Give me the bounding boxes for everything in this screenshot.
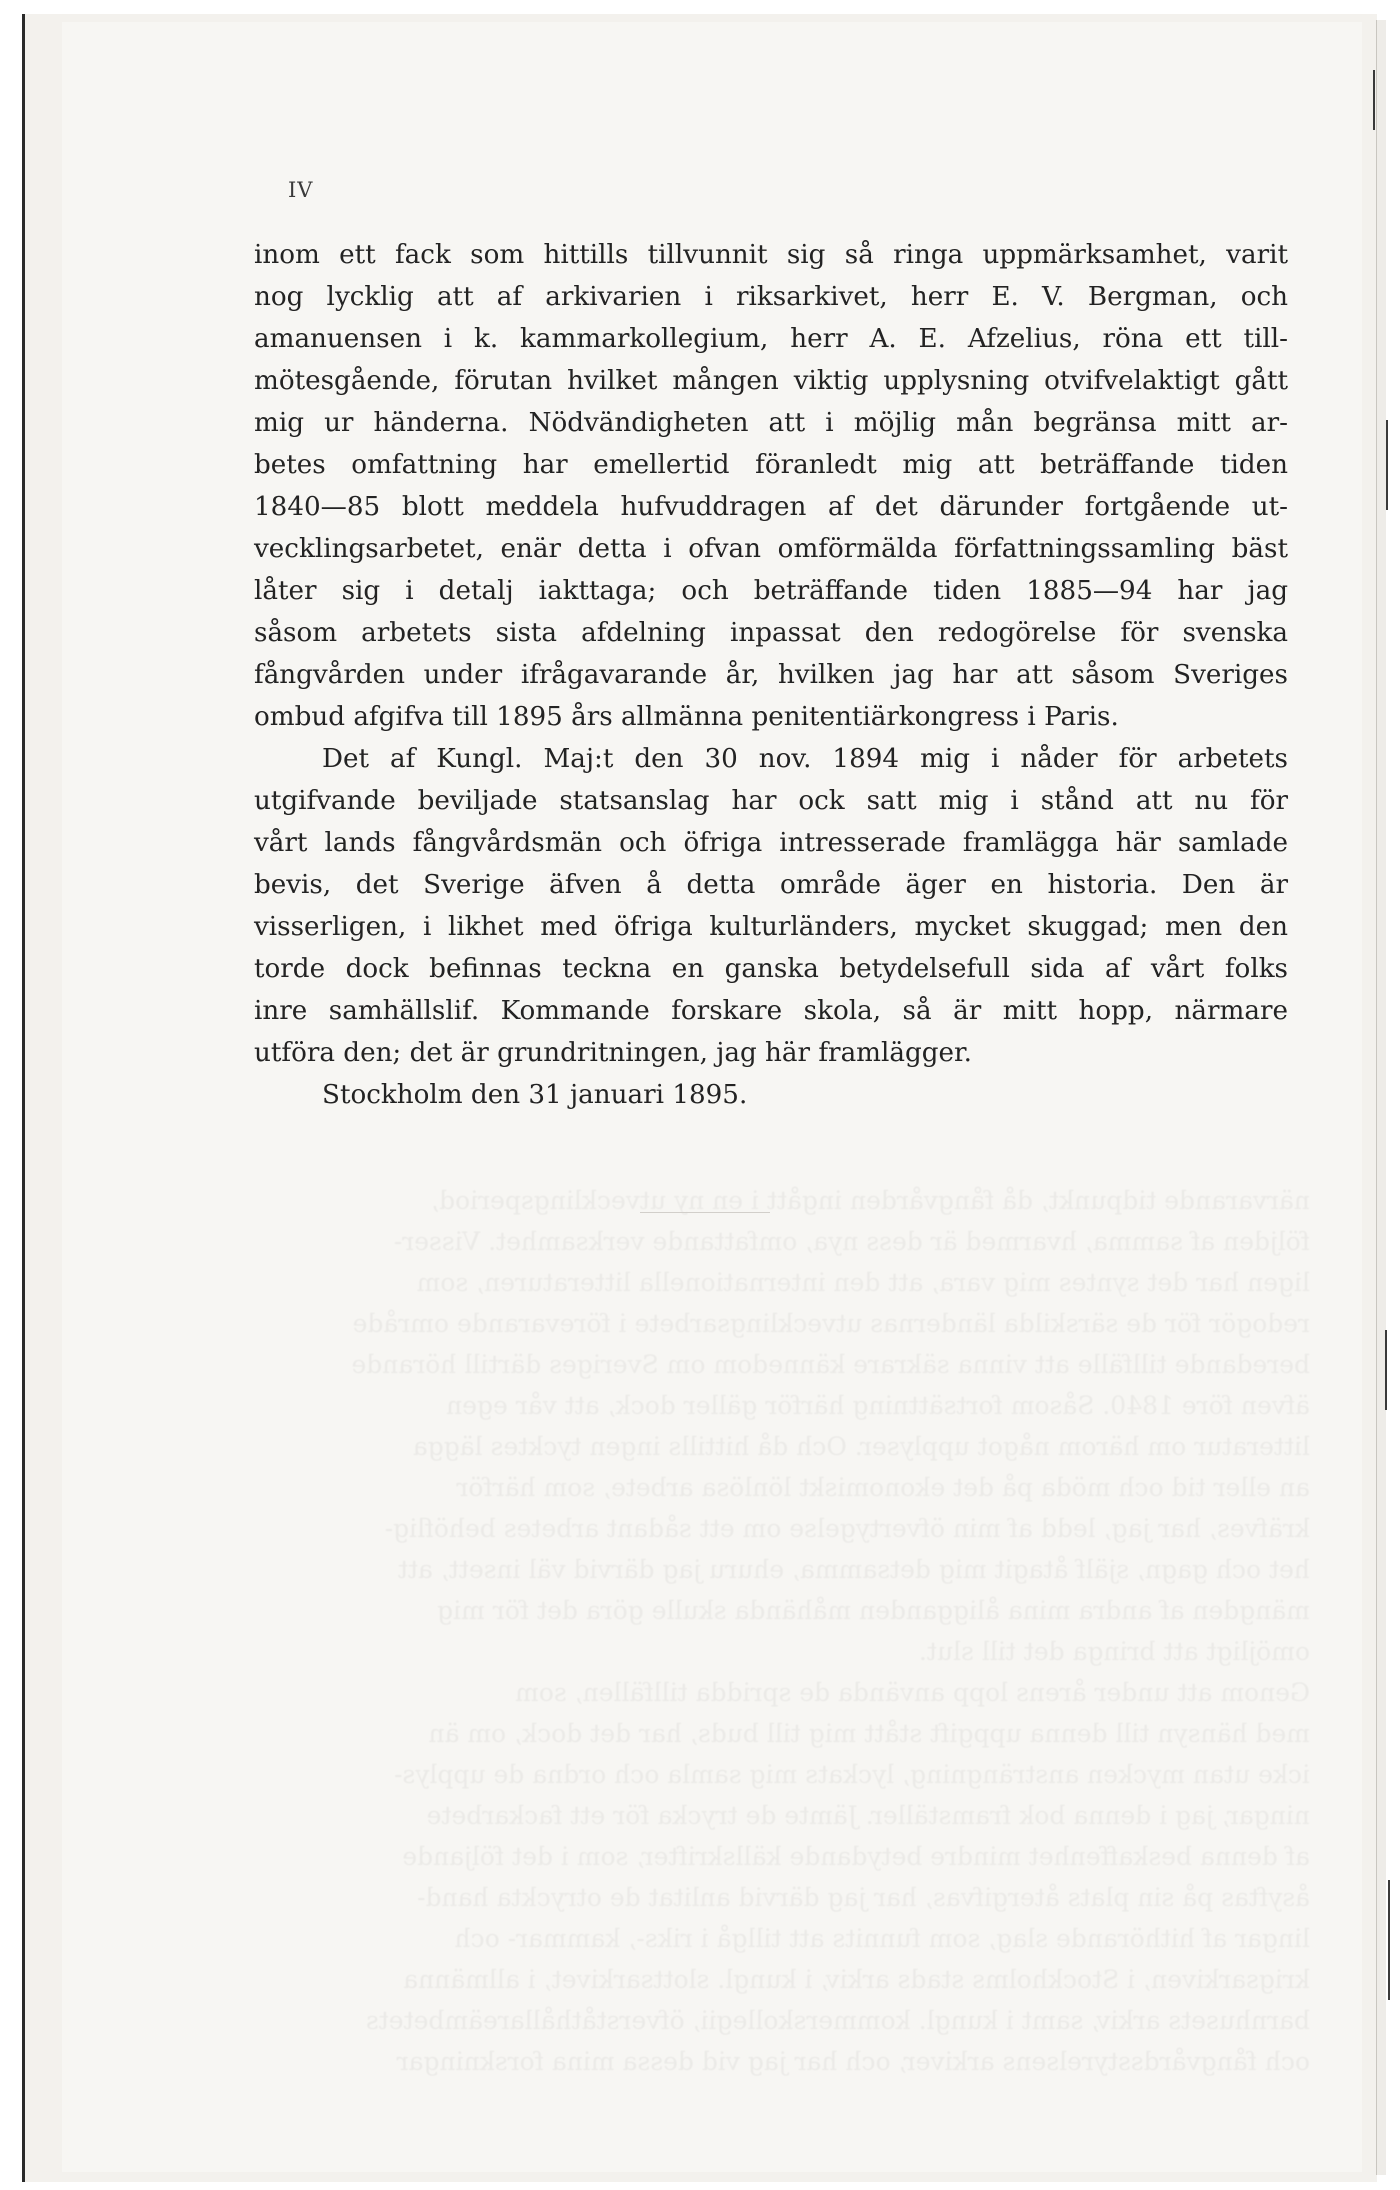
text-line: såsom arbetets sista afdelning inpassat den redogörelse för svenska — [254, 618, 1288, 648]
text-line: vecklingsarbetet, enär detta i ofvan omförmälda författningssamling bäst — [254, 534, 1288, 564]
text-line: utgifvande beviljade statsanslag har ock satt mig i stånd att nu för — [254, 786, 1288, 816]
scan-mark — [1373, 70, 1375, 130]
scan-mark — [1385, 1330, 1387, 1410]
text-line: torde dock befinnas teckna en ganska betydelsefull sida af vårt folks — [254, 954, 1288, 984]
show-through-divider — [640, 1212, 770, 1213]
text-line: visserligen, i likhet med öfriga kulturländers, mycket skuggad; men den — [254, 912, 1288, 942]
text-line: mötesgående, förutan hvilket mången viktig upplysning otvifvelaktigt gått — [254, 366, 1288, 396]
text-line: bevis, det Sverige äfven å detta område äger en historia. Den är — [254, 870, 1288, 900]
text-line: fångvården under ifrågavarande år, hvilken jag har att såsom Sveriges — [254, 660, 1288, 690]
text-line: nog lycklig att af arkivarien i riksarkivet, herr E. V. Bergman, och — [254, 282, 1288, 312]
text-line: utföra den; det är grundritningen, jag här framlägger. — [254, 1038, 972, 1068]
text-line: inre samhällslif. Kommande forskare skola, så är mitt hopp, närmare — [254, 996, 1288, 1026]
text-line: amanuensen i k. kammarkollegium, herr A. E. Afzelius, röna ett till- — [254, 324, 1288, 354]
text-line: betes omfattning har emellertid föranledt mig att beträffande tiden — [254, 450, 1288, 480]
text-line: Det af Kungl. Maj:t den 30 nov. 1894 mig i nåder för arbetets — [322, 744, 1288, 774]
page-number: IV — [288, 178, 314, 202]
signature-line: Stockholm den 31 januari 1895. — [322, 1080, 748, 1110]
text-line: inom ett fack som hittills tillvunnit sig så ringa uppmärksamhet, varit — [254, 240, 1288, 270]
scan-mark — [1386, 420, 1388, 510]
text-line: vårt lands fångvårdsmän och öfriga intresserade framlägga här samlade — [254, 828, 1288, 858]
scan-mark — [1388, 1880, 1390, 2000]
text-line: ombud afgifva till 1895 års allmänna penitentiärkongress i Paris. — [254, 702, 1119, 732]
text-line: låter sig i detalj iakttaga; och beträffande tiden 1885—94 har jag — [254, 576, 1288, 606]
show-through-text: närvarande tidpunkt, då fångvården ingått i en ny utvecklingsperiod, följden af samma, hvarmed är dess nya, omfattande verksamhet. Visser- ligen har det syntes mig vara, att den internationella litteraturen, som redogör för de särskilda ländernas utvecklingsarbete i förevarande område beredande tillfälle att vinna säkrare kännedom om Sveriges därtill hörande äfven före 1840. Såsom fortsättning härför gäller dock, att vår egen litteratur om härom något upplyser. Och då hittills ingen tycktes lägga an eller tid och möda på det ekonomiskt lönlösa arbete, som härför kräfves, har jag, ledd af min öfvertygelse om ett sådant arbetes behöflig- het och gagn, själf åtagit mig detsamma, ehuru jag därvid väl insett, att mängden af andra mina åligganden måhända skulle göra det för mig omöjligt att bringa det till slut. Genom att under årens lopp använda de spridda tillfällen, som med hänsyn till denna uppgift stått mig till buds, har det dock, om än icke utan mycken ansträngning, lyckats mig samla och ordna de upplys- ningar, jag i denna bok framställer. Jämte de trycka för ett fackarbete af denna beskaffenhet mindre betydande källskrifter, som i det följande åsyftas på sin plats återgifvas, har jag därvid anlitat de otryckta hand- lingar af hithörande slag, som funnits att tillgå i riks-, kammar- och krigsarkiven, i Stockholms stads arkiv, i kungl. slottsarkivet, i allmänna barnhusets arkiv, samt i kungl. kommerskollegii, öfverståthållareämbetets och fångvårdsstyrelsens arkiver, och har jag vid dessa mina forskningar — [351, 1186, 1310, 2076]
text-line: mig ur händerna. Nödvändigheten att i möjlig mån begränsa mitt ar- — [254, 408, 1288, 438]
page-edge — [1376, 20, 1386, 2175]
body-text — [254, 234, 1288, 1116]
text-line: 1840—85 blott meddela hufvuddragen af det därunder fortgående ut- — [254, 492, 1288, 522]
